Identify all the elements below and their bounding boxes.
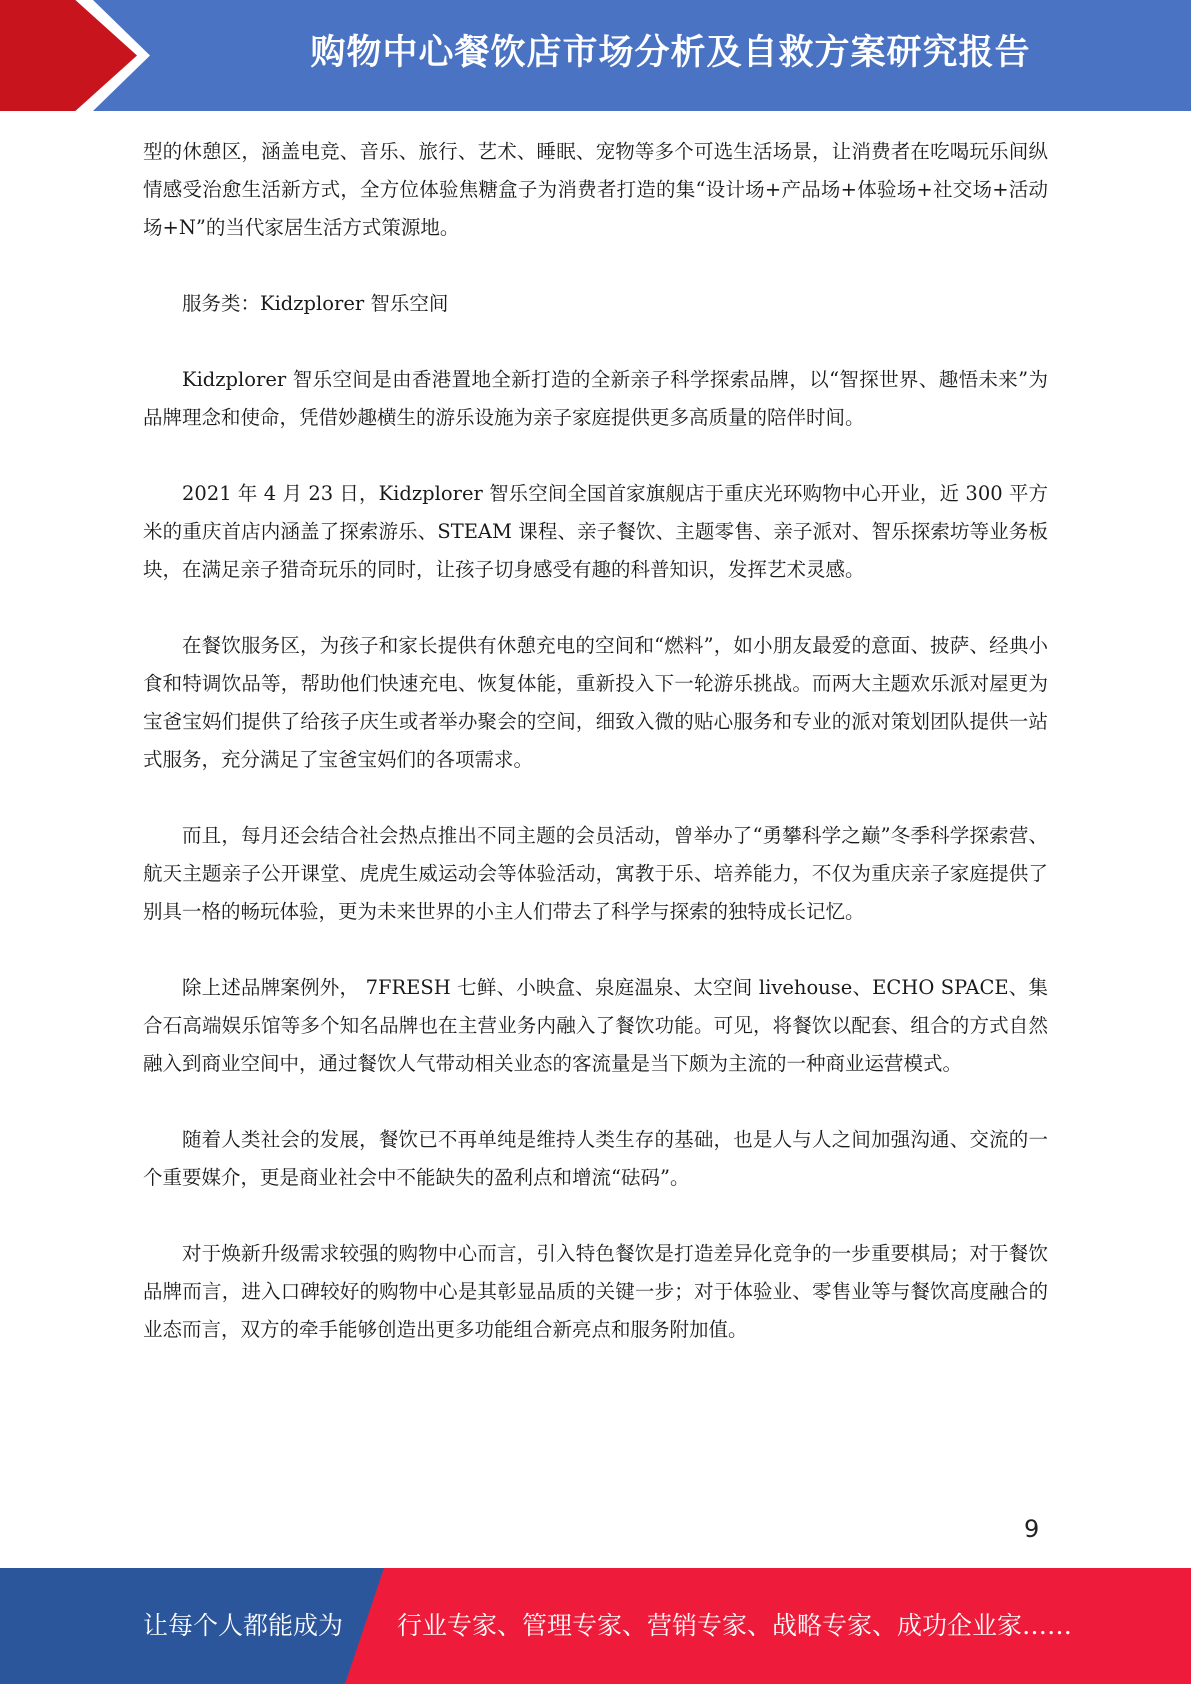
paragraph: 除上述品牌案例外， 7FRESH 七鲜、小映盒、泉庭温泉、太空间 livehouse、ECHO SPACE、集合石高端娱乐馆等多个知名品牌也在主营业务内融入了餐饮功能。可见，将餐饮以配套、组合的方式自然融入到商业空间中，通过餐饮人气带动相关业态的客流量是当下颇为主流的一种商业运营模式。 [143, 976, 1048, 1075]
paragraph: Kidzplorer 智乐空间是由香港置地全新打造的全新亲子科学探索品牌，以“智探世界、趣悟未来”为品牌理念和使命，凭借妙趣横生的游乐设施为亲子家庭提供更多高质量的陪伴时间。 [143, 368, 1048, 429]
page-header [0, 0, 1191, 111]
paragraph: 对于焕新升级需求较强的购物中心而言，引入特色餐饮是打造差异化竞争的一步重要棋局；对于餐饮品牌而言，进入口碑较好的购物中心是其彰显品质的关键一步；对于体验业、零售业等与餐饮高度融合的业态而言，双方的牵手能够创造出更多功能组合新亮点和服务附加值。 [143, 1242, 1048, 1341]
paragraph-service-heading: 服务类：Kidzplorer 智乐空间 [182, 292, 449, 315]
paragraph: 随着人类社会的发展，餐饮已不再单纯是维持人类生存的基础，也是人与人之间加强沟通、交流的一个重要媒介，更是商业社会中不能缺失的盈利点和增流“砝码”。 [143, 1128, 1048, 1189]
paragraph: 而且，每月还会结合社会热点推出不同主题的会员活动，曾举办了“勇攀科学之巅”冬季科学探索营、航天主题亲子公开课堂、虎虎生威运动会等体验活动，寓教于乐、培养能力，不仅为重庆亲子家庭提供了别具一格的畅玩体验，更为未来世界的小主人们带去了科学与探索的独特成长记忆。 [143, 824, 1048, 923]
page-number: 9 [1024, 1515, 1040, 1543]
report-title: 购物中心餐饮店市场分析及自救方案研究报告 [310, 33, 1031, 73]
paragraph-continued: 型的休憩区，涵盖电竞、音乐、旅行、艺术、睡眠、宠物等多个可选生活场景，让消费者在吃喝玩乐间纵情感受治愈生活新方式，全方位体验焦糖盒子为消费者打造的集“设计场+产品场+体验场+社交场+活动场+N”的当代家居生活方式策源地。 [143, 140, 1048, 239]
header-red-chevron [0, 0, 137, 111]
paragraph: 2021 年 4 月 23 日，Kidzplorer 智乐空间全国首家旗舰店于重庆光环购物中心开业，近 300 平方米的重庆首店内涵盖了探索游乐、STEAM 课程、亲子餐饮、主题零售、亲子派对、智乐探索坊等业务板块，在满足亲子猎奇玩乐的同时，让孩子切身感受有趣的科普知识，发挥艺术灵感。 [143, 482, 1048, 581]
page-footer [0, 1568, 1191, 1684]
document-body [143, 133, 1048, 1387]
footer-slogan-left: 让每个人都能成为 [143, 1611, 344, 1640]
paragraph: 在餐饮服务区，为孩子和家长提供有休憩充电的空间和“燃料”，如小朋友最爱的意面、披萨、经典小食和特调饮品等，帮助他们快速充电、恢复体能，重新投入下一轮游乐挑战。而两大主题欢乐派对屋更为宝爸宝妈们提供了给孩子庆生或者举办聚会的空间，细致入微的贴心服务和专业的派对策划团队提供一站式服务，充分满足了宝爸宝妈们的各项需求。 [143, 634, 1048, 771]
footer-slogan-right: 行业专家、管理专家、营销专家、战略专家、成功企业家…… [397, 1611, 1073, 1640]
